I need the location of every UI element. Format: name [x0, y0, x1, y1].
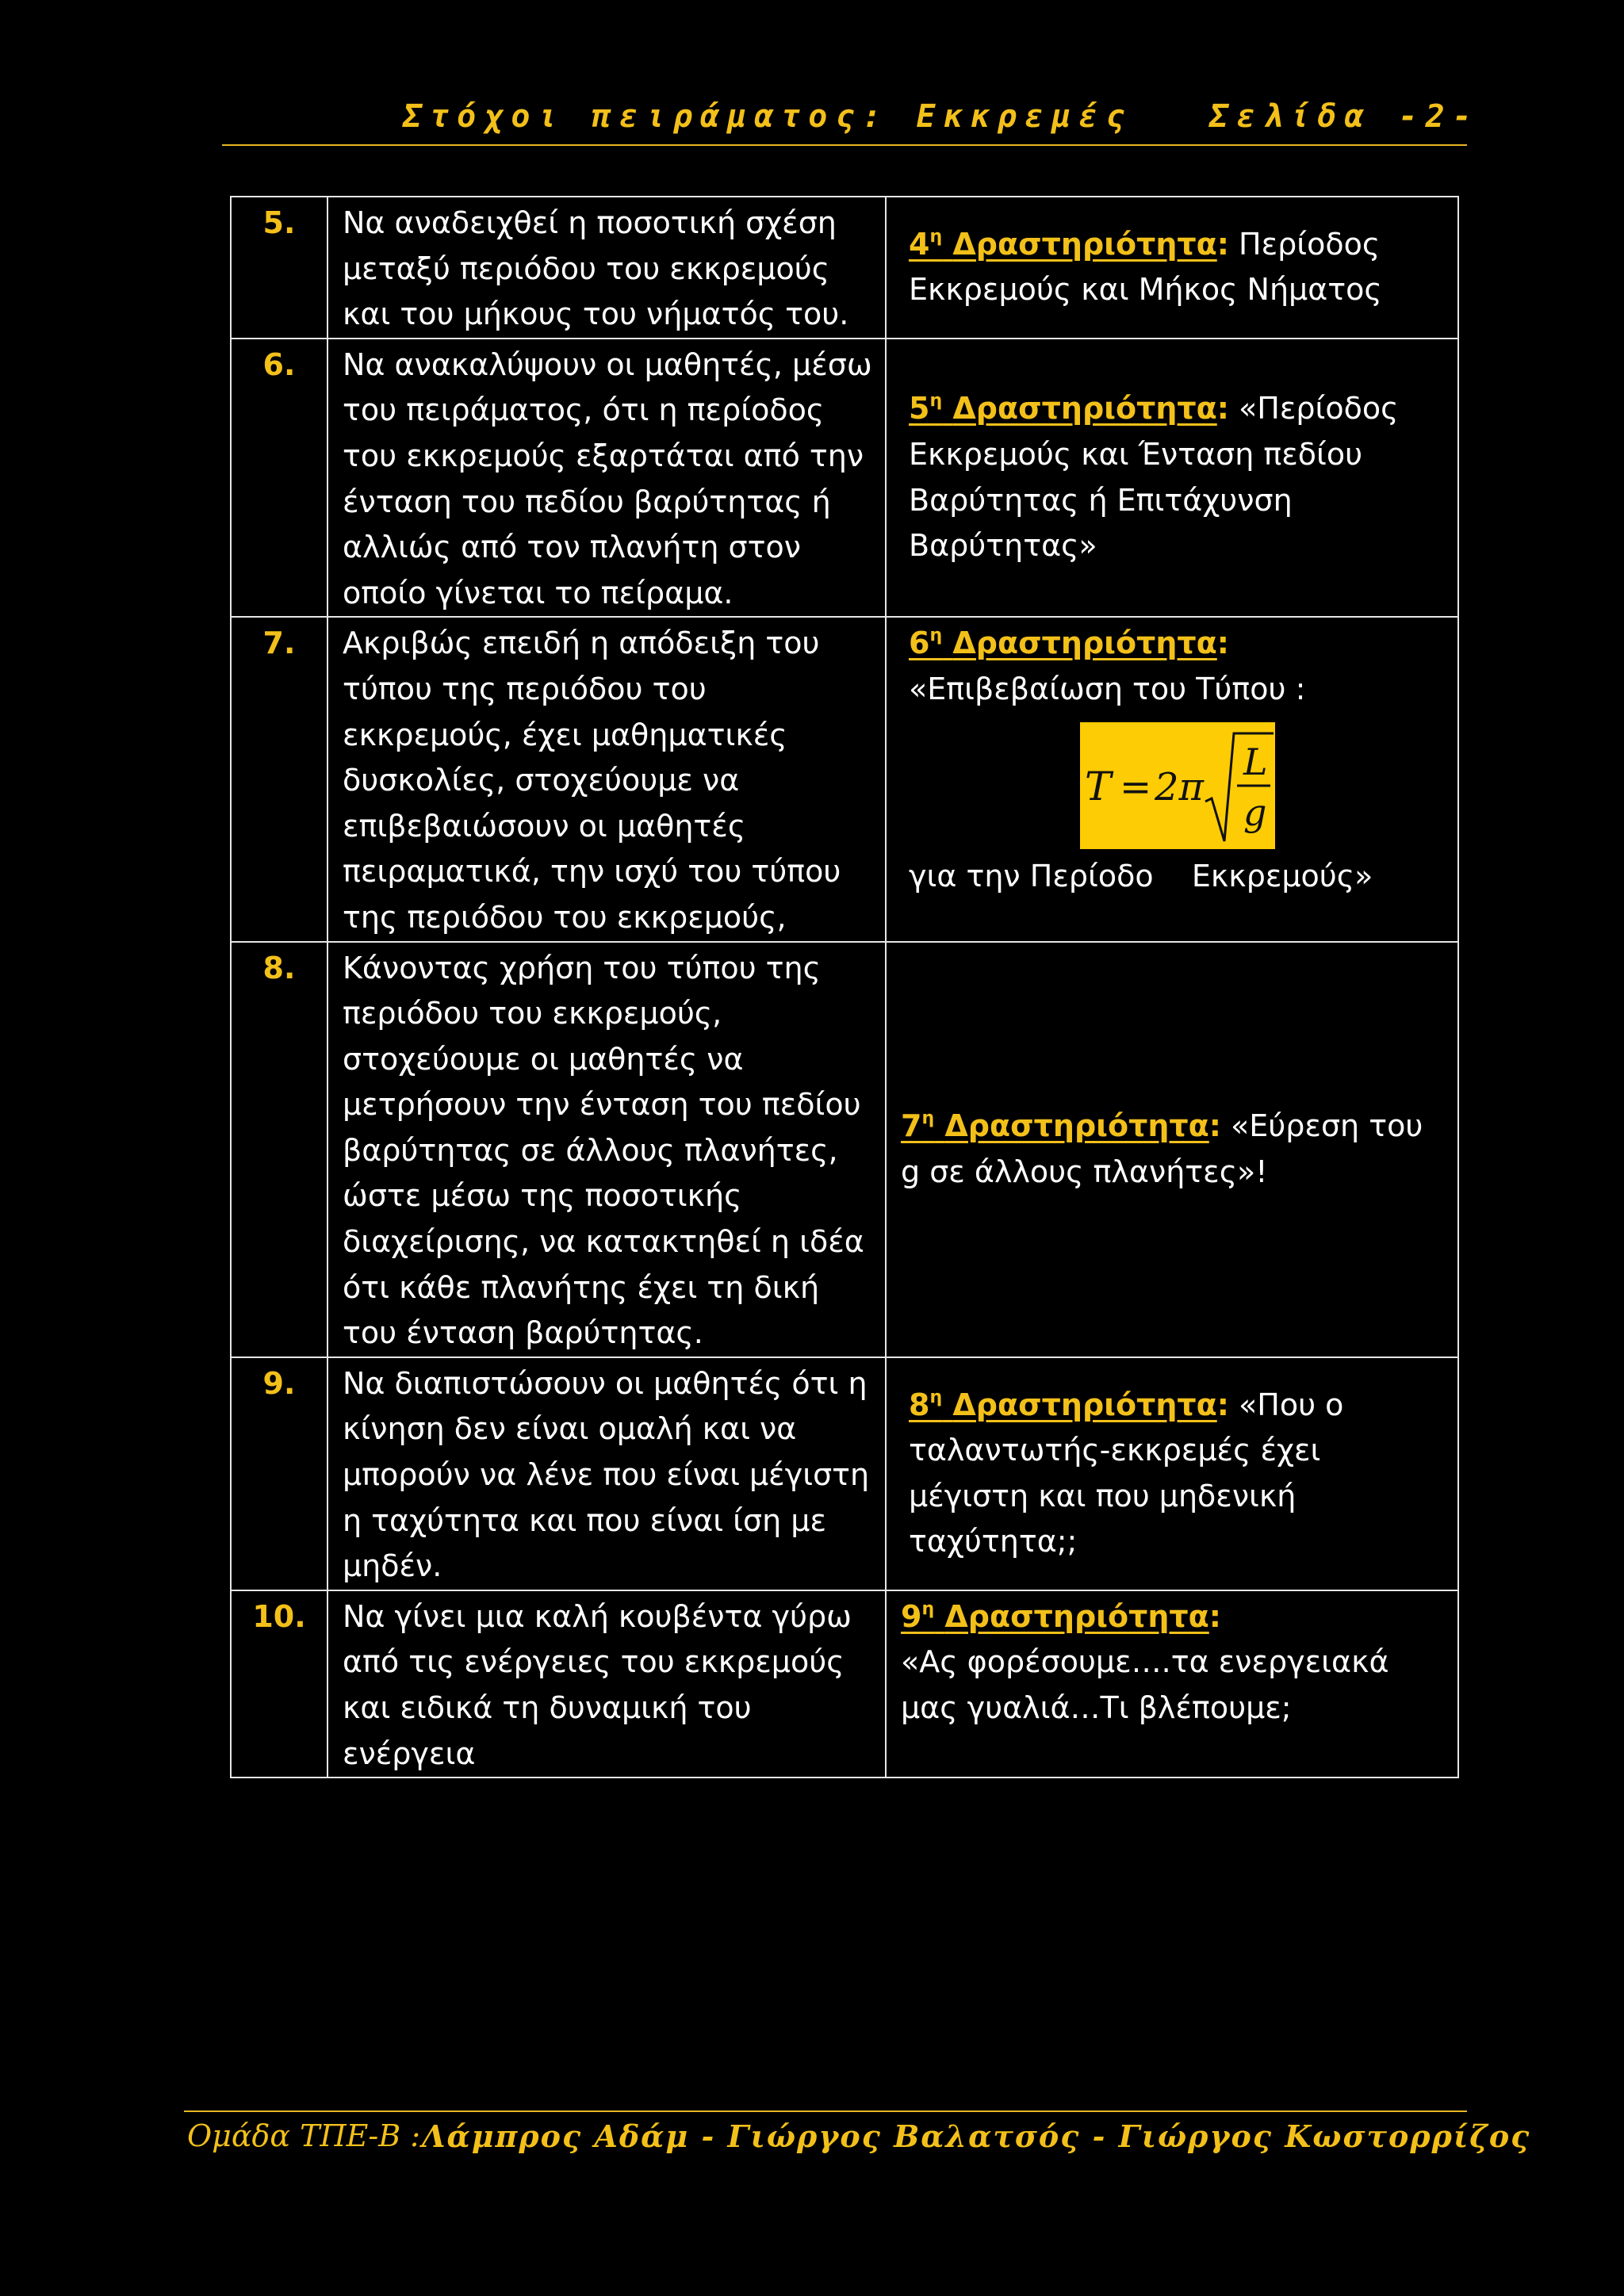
activity-word: Δραστηριότητα [952, 226, 1217, 262]
formula-lhs: T [1085, 763, 1112, 809]
goal-text: Να γίνει μια καλή κουβέντα γύρω από τις ενέργειες του εκκρεμούς και ειδικά τη δυναμική του ενέργεια [327, 1590, 886, 1777]
activity-number: 5 [909, 391, 930, 427]
goal-text: Να αναδειχθεί η ποσοτική σχέση μεταξύ περιόδου του εκκρεμούς και του μήκους του νήματός του. [327, 197, 886, 339]
activity-number: 9 [901, 1598, 922, 1634]
activity-text: «Περίοδος Εκκρεμούς και Ένταση πεδίου Βαρύτητας ή Επιτάχυνση Βαρύτητας» [909, 391, 1399, 564]
activity-cell [886, 617, 1458, 941]
activity-cell [886, 197, 1458, 339]
activity-cell [886, 1590, 1458, 1777]
table-row [231, 1357, 1458, 1590]
pendulum-period-formula [1080, 722, 1275, 849]
activity-colon: : [1216, 1387, 1229, 1422]
activity-word: Δραστηριότητα [952, 1387, 1217, 1422]
activity-text: «Που ο ταλαντωτής-εκκρεμές έχει μέγιστη και που μηδενική ταχύτητα;; [909, 1387, 1344, 1559]
formula-numerator: L [1243, 740, 1268, 783]
page-footer [184, 2110, 1531, 2168]
activity-cell [886, 942, 1458, 1357]
goal-text: Ακριβώς επειδή η απόδειξη του τύπου της περιόδου του εκκρεμούς, έχει μαθηματικές δυσκολίες, στοχεύουμε να επιβεβαιώσουν οι μαθητές πειραματικά, την ισχύ του τύπου της περιόδου του εκκρεμούς, [327, 617, 886, 941]
goal-number: 9. [231, 1357, 327, 1590]
table-row [231, 942, 1458, 1357]
activity-cell [886, 1357, 1458, 1590]
activity-colon: : [1216, 626, 1229, 661]
goal-number: 8. [231, 942, 327, 1357]
goal-number: 5. [231, 197, 327, 339]
activity-colon: : [1216, 391, 1229, 427]
activity-ordinal: η [929, 391, 943, 411]
activity-label [909, 227, 1217, 262]
activity-number: 6 [909, 626, 930, 661]
activity-ordinal: η [929, 226, 943, 247]
activity-text: «Εύρεση του g σε άλλους πλανήτες»! [901, 1108, 1423, 1189]
goal-number: 6. [231, 339, 327, 618]
formula-denominator: g [1243, 790, 1267, 834]
table-row [231, 1590, 1458, 1777]
activity-word: Δραστηριότητα [952, 391, 1217, 427]
page-header [222, 95, 1480, 146]
formula-container [909, 713, 1446, 854]
activity-number: 8 [909, 1387, 930, 1422]
activity-colon: : [1216, 226, 1229, 262]
activity-label [901, 1108, 1209, 1143]
footer-authors: Λάμπρος Αδάμ - Γιώργος Βαλατσός - Γιώργος Κωστορρίζος [422, 2118, 1531, 2154]
table-row [231, 197, 1458, 339]
header-title: Στόχοι πειράματος: Εκκρεμές [403, 98, 1133, 135]
table-row [231, 617, 1458, 941]
page-number: Σελίδα -2- [1209, 98, 1480, 135]
goal-number: 10. [231, 1590, 327, 1777]
activity-word: Δραστηριότητα [944, 1598, 1209, 1634]
activity-ordinal: η [921, 1108, 935, 1129]
goal-text: Να διαπιστώσουν οι μαθητές ότι η κίνηση δεν είναι ομαλή και να μπορούν να λένε που είναι μέγιστη η ταχύτητα και που είναι ίση με μηδέν. [327, 1357, 886, 1590]
footer-team: Ομάδα ΤΠΕ-Β : [187, 2118, 420, 2153]
activity-colon: : [1208, 1598, 1221, 1634]
goal-number: 7. [231, 617, 327, 941]
activity-text: «Επιβεβαίωση του Τύπου : [909, 671, 1306, 706]
activity-ordinal: η [929, 1387, 943, 1407]
activity-label [909, 1387, 1217, 1422]
activity-text-after: για την Περίοδο Εκκρεμούς» [909, 858, 1373, 894]
activity-number: 4 [909, 226, 930, 262]
activity-colon: : [1208, 1108, 1221, 1144]
activity-text: «Ας φορέσουμε….τα ενεργειακά μας γυαλιά…Τι βλέπουμε; [901, 1644, 1389, 1725]
activity-ordinal: η [921, 1598, 935, 1619]
activity-ordinal: η [929, 626, 943, 646]
activity-word: Δραστηριότητα [952, 626, 1217, 661]
goals-table [230, 196, 1459, 1778]
activity-label [901, 1599, 1209, 1634]
goal-text: Να ανακαλύψουν οι μαθητές, μέσω του πειράματος, ότι η περίοδος του εκκρεμούς εξαρτάται από την ένταση του πεδίου βαρύτητας ή αλλιώς από τον πλανήτη στον οποίο γίνεται το πείραμα. [327, 339, 886, 618]
formula-equals: = [1120, 764, 1152, 809]
activity-word: Δραστηριότητα [944, 1108, 1209, 1144]
activity-label [909, 391, 1217, 426]
table-row [231, 339, 1458, 618]
activity-text: Περίοδος Εκκρεμούς και Μήκος Νήματος [909, 226, 1382, 308]
activity-number: 7 [901, 1108, 922, 1144]
activity-label [909, 626, 1217, 660]
activity-cell [886, 339, 1458, 618]
goal-text: Κάνοντας χρήση του τύπου της περιόδου του εκκρεμούς, στοχεύουμε οι μαθητές να μετρήσουν την ένταση του πεδίου βαρύτητας σε άλλους πλανήτες, ώστε μέσω της ποσοτικής διαχείρισης, να κατακτηθεί η ιδέα ότι κάθε πλανήτης έχει τη δική του ένταση βαρύτητας. [327, 942, 886, 1357]
formula-svg [1080, 722, 1275, 849]
formula-coefficient: 2π [1155, 764, 1205, 809]
